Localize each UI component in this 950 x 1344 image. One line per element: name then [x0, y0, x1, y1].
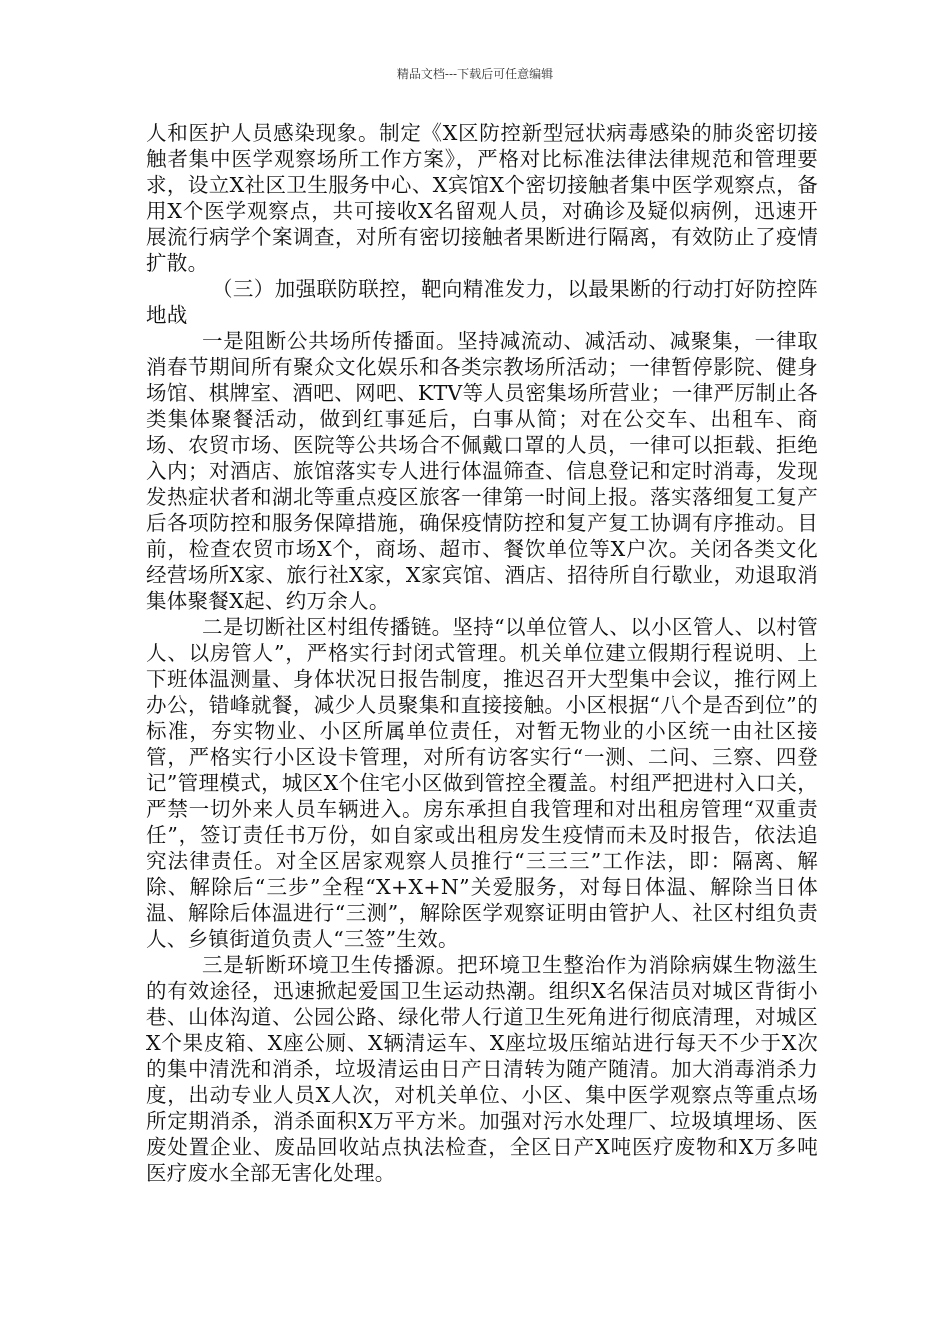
section-heading: （三）加强联防联控，靶向精准发力，以最果断的行动打好防控阵地战 — [146, 277, 818, 327]
paragraph-community: 二是切断社区村组传播链。坚持“以单位管人、以小区管人、以村管人、以房管人”，严格实行封闭式管理。机关单位建立假期行程说明、上下班体温测量、身体状况日报告制度，推迟召开大型集中会议，推行网上办公，错峰就餐，减少人员聚集和直接接触。小区根据“八个是否到位”的标准，夯实物业、小区所属单位责任，对暂无物业的小区统一由社区接管，严格实行小区设卡管理，对所有访客实行“一测、二问、三察、四登记”管理模式，城区X个住宅小区做到管控全覆盖。村组严把进村入口关，严禁一切外来人员车辆进入。房东承担自我管理和对出租房管理“双重责任”，签订责任书万份，如自家或出租房发生疫情而未及时报告，依法追究法律责任。对全区居家观察人员推行“三三三”工作法，即：隔离、解除、解除后“三步”全程“X+X+N”关爱服务，对每日体温、解除当日体温、解除后体温进行“三测”，解除医学观察证明由管护人、社区村组负责人、乡镇街道负责人“三签”生效。 — [146, 615, 818, 951]
paragraph-public-places: 一是阻断公共场所传播面。坚持减流动、减活动、减聚集，一律取消春节期间所有聚众文化娱乐和各类宗教场所活动；一律暂停影院、健身场馆、棋牌室、酒吧、网吧、KTV等人员密集场所营业；一律严厉制止各类集体聚餐活动，做到红事延后，白事从简；对在公交车、出租车、商场、农贸市场、医院等公共场合不佩戴口罩的人员，一律可以拒载、拒绝入内；对酒店、旅馆落实专人进行体温筛查、信息登记和定时消毒，发现发热症状者和湖北等重点疫区旅客一律第一时间上报。落实落细复工复产后各项防控和服务保障措施，确保疫情防控和复产复工协调有序推动。目前，检查农贸市场X个，商场、超市、餐饮单位等X户次。关闭各类文化经营场所X家、旅行社X家，X家宾馆、酒店、招待所自行歇业，劝退取消集体聚餐X起、约万余人。 — [146, 329, 818, 613]
document-body — [146, 120, 818, 1186]
paragraph-environment: 三是斩断环境卫生传播源。把环境卫生整治作为消除病媒生物滋生的有效途径，迅速掀起爱国卫生运动热潮。组织X名保洁员对城区背街小巷、山体沟道、公园公路、绿化带人行道卫生死角进行彻底清理，对城区X个果皮箱、X座公厕、X辆清运车、X座垃圾压缩站进行每天不少于X次的集中清洗和消杀，垃圾清运由日产日清转为随产随清。加大消毒消杀力度，出动专业人员X人次，对机关单位、小区、集中医学观察点等重点场所定期消杀，消杀面积X万平方米。加强对污水处理厂、垃圾填埋场、医废处置企业、废品回收站点执法检查，全区日产X吨医疗废物和X万多吨医疗废水全部无害化处理。 — [146, 953, 818, 1185]
paragraph-intro: 人和医护人员感染现象。制定《X区防控新型冠状病毒感染的肺炎密切接触者集中医学观察场所工作方案》，严格对比标准法律法律规范和管理要求，设立X社区卫生服务中心、X宾馆X个密切接触者集中医学观察点，备用X个医学观察点，共可接收X名留观人员，对确诊及疑似病例，迅速开展流行病学个案调查，对所有密切接触者果断进行隔离，有效防止了疫情扩散。 — [146, 121, 818, 275]
page-header: 精品文档---下载后可任意编辑 — [396, 67, 554, 81]
